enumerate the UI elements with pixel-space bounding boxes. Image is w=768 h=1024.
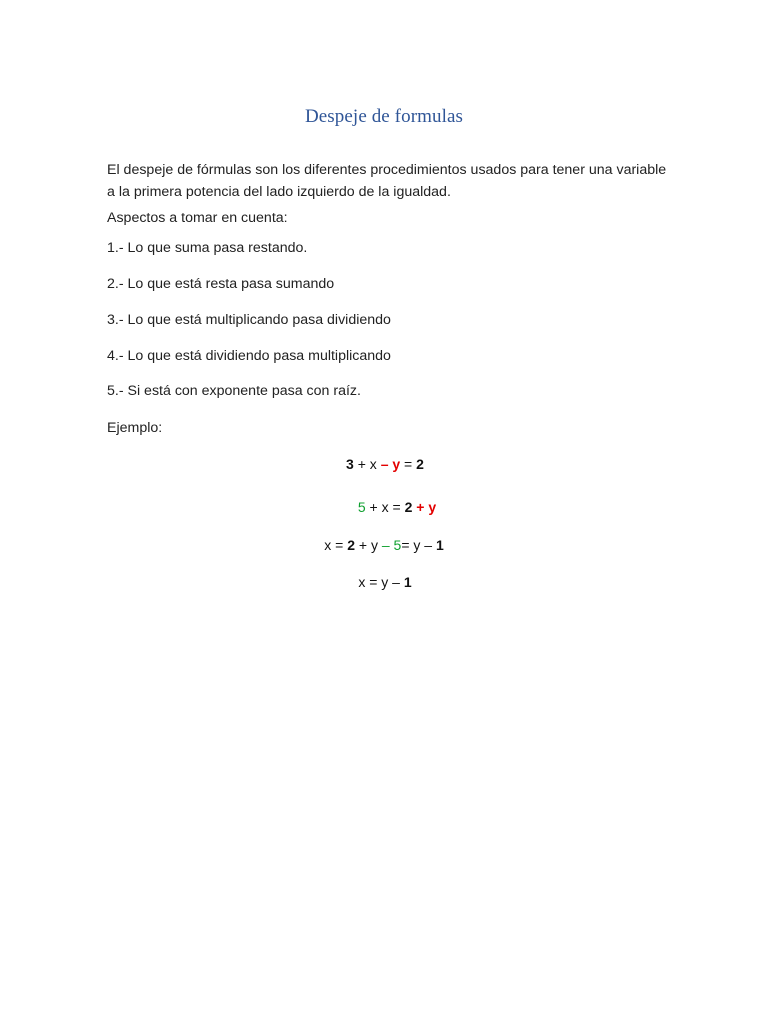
eq2-plus-x-equals: + x = [365,499,405,515]
rule-item-3: 3.- Lo que está multiplicando pasa dividiendo [107,312,391,328]
rule-item-2: 2.- Lo que está resta pasa sumando [107,276,335,292]
eq3-equals-y-minus: = y – [401,537,436,553]
equation-3 [0,537,768,553]
intro-paragraph: El despeje de fórmulas son los diferentes procedimientos usados para tener una variable a la primera potencia del lado izquierdo de la igualdad. [107,162,667,200]
eq2-term-2: 2 [404,499,413,515]
rule-item-1: 1.- Lo que suma pasa restando. [107,240,308,256]
eq1-minus-y: – y [380,456,401,472]
equation-1 [1,456,768,472]
example-label: Ejemplo: [107,420,163,436]
equation-2 [13,499,768,515]
eq3-term-1: 1 [435,537,444,553]
eq3-x-equals: x = [324,537,348,553]
eq4-term-1: 1 [403,574,412,590]
aspects-heading: Aspectos a tomar en cuenta: [107,210,288,226]
eq3-term-2: 2 [347,537,355,553]
eq1-term-2: 2 [416,456,424,472]
eq2-term-5: 5 [357,499,366,515]
eq2-plus-y: + y [412,499,437,515]
eq1-plus-x: + x [353,456,381,472]
equation-4 [1,574,768,590]
rule-item-4: 4.- Lo que está dividiendo pasa multiplicando [107,348,391,364]
rule-item-5: 5.- Si está con exponente pasa con raíz. [107,383,361,399]
eq1-equals: = [400,456,417,472]
eq3-minus-5: – 5 [381,537,402,553]
eq3-plus-y: + y [355,537,382,553]
page-title: Despeje de formulas [304,106,464,127]
eq4-x-equals-y-minus: x = y – [358,574,404,590]
eq1-term-3: 3 [346,456,354,472]
